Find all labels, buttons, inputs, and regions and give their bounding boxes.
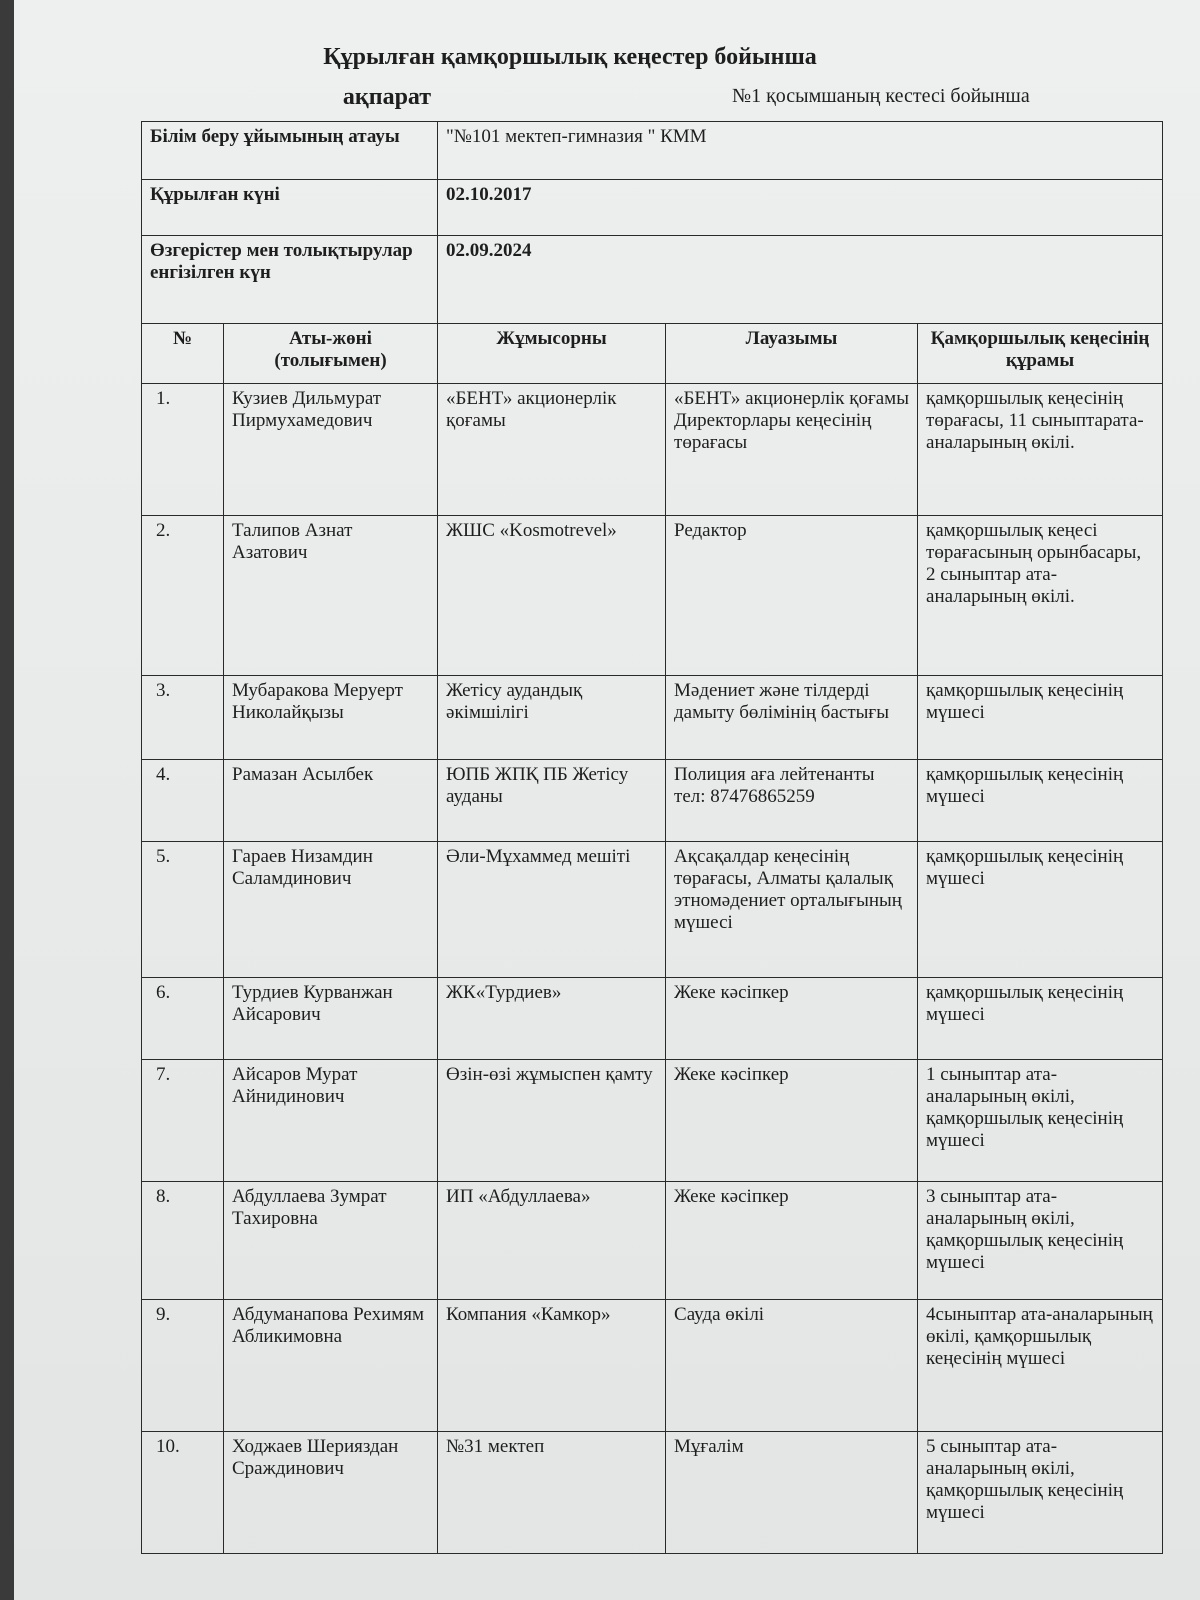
table-row [142,1300,1163,1432]
header-council-role: Қамқоршылық кеңесінің құрамы [918,324,1163,384]
row-workplace: Компания «Камкор» [438,1300,666,1432]
info-label: Өзгерістер мен толықтырулар енгізілген күн [142,236,438,324]
row-position: «БЕНТ» акционерлік қоғамы Директорлары кеңесінің төрағасы [666,384,918,516]
row-council-role: қамқоршылық кеңесінің мүшесі [918,760,1163,842]
row-position: Мұғалім [666,1432,918,1554]
row-name: Турдиев Курванжан Айсарович [224,978,438,1060]
info-row-changes-date [142,236,1163,324]
row-name: Абдуллаева Зумрат Тахировна [224,1182,438,1300]
row-name: Абдуманапова Рехимям Абликимовна [224,1300,438,1432]
table-row [142,1432,1163,1554]
info-row-created-date [142,180,1163,236]
row-number: 6. [142,978,224,1060]
document-page [14,0,1200,1600]
row-position: Мәдениет және тілдерді дамыту бөлімінің бастығы [666,676,918,760]
row-position: Жеке кәсіпкер [666,978,918,1060]
row-name: Айсаров Мурат Айнидинович [224,1060,438,1182]
row-number: 4. [142,760,224,842]
council-table [141,121,1163,1554]
header-position: Лауазымы [666,324,918,384]
row-number: 1. [142,384,224,516]
table-row [142,516,1163,676]
row-council-role: қамқоршылық кеңесінің төрағасы, 11 сыныптарата-аналарының өкілі. [918,384,1163,516]
table-row [142,1060,1163,1182]
row-name: Мубаракова Меруерт Николайқызы [224,676,438,760]
info-value: 02.10.2017 [438,180,1163,236]
row-council-role: 4сыныптар ата-аналарының өкілі, қамқоршылық кеңесінің мүшесі [918,1300,1163,1432]
table-row [142,978,1163,1060]
table-row [142,384,1163,516]
row-workplace: ЖШС «Kosmotrevel» [438,516,666,676]
row-council-role: 3 сыныптар ата-аналарының өкілі, қамқоршылық кеңесінің мүшесі [918,1182,1163,1300]
row-council-role: қамқоршылық кеңесінің мүшесі [918,978,1163,1060]
info-label: Білім беру ұйымының атауы [142,122,438,180]
row-number: 10. [142,1432,224,1554]
header-number: № [142,324,224,384]
row-position: Ақсақалдар кеңесінің төрағасы, Алматы қалалық этномәдениет орталығының мүшесі [666,842,918,978]
row-name: Кузиев Дильмурат Пирмухамедович [224,384,438,516]
row-council-role: қамқоршылық кеңесінің мүшесі [918,842,1163,978]
row-council-role: 5 сыныптар ата-аналарының өкілі, қамқоршылық кеңесінің мүшесі [918,1432,1163,1554]
row-number: 3. [142,676,224,760]
info-row-org-name [142,122,1163,180]
row-number: 7. [142,1060,224,1182]
table-row [142,760,1163,842]
table-row [142,842,1163,978]
row-workplace: Өзін-өзі жұмыспен қамту [438,1060,666,1182]
row-name: Гараев Низамдин Саламдинович [224,842,438,978]
row-workplace: «БЕНТ» акционерлік қоғамы [438,384,666,516]
row-workplace: ИП «Абдуллаева» [438,1182,666,1300]
row-position: Жеке кәсіпкер [666,1182,918,1300]
appendix-note: №1 қосымшаның кестесі бойынша [732,85,1030,107]
document-title-line1: Құрылған қамқоршылық кеңестер бойынша [323,44,817,70]
info-value: 02.09.2024 [438,236,1163,324]
row-position: Редактор [666,516,918,676]
row-position: Сауда өкілі [666,1300,918,1432]
row-name: Талипов Азнат Азатович [224,516,438,676]
row-position: Жеке кәсіпкер [666,1060,918,1182]
row-number: 9. [142,1300,224,1432]
row-council-role: 1 сыныптар ата-аналарының өкілі, қамқоршылық кеңесінің мүшесі [918,1060,1163,1182]
row-number: 5. [142,842,224,978]
info-label: Құрылған күні [142,180,438,236]
table-row [142,676,1163,760]
info-value: "№101 мектеп-гимназия " КММ [438,122,1163,180]
row-name: Ходжаев Шерияздан Сраждинович [224,1432,438,1554]
document-title-line2: ақпарат [342,84,432,110]
row-number: 8. [142,1182,224,1300]
row-workplace: Жетісу аудандық әкімшілігі [438,676,666,760]
row-council-role: қамқоршылық кеңесі төрағасының орынбасары, 2 сыныптар ата-аналарының өкілі. [918,516,1163,676]
row-workplace: №31 мектеп [438,1432,666,1554]
row-number: 2. [142,516,224,676]
row-workplace: ЮПБ ЖПҚ ПБ Жетісу ауданы [438,760,666,842]
row-council-role: қамқоршылық кеңесінің мүшесі [918,676,1163,760]
row-name: Рамазан Асылбек [224,760,438,842]
header-workplace: Жұмысорны [438,324,666,384]
row-position: Полиция аға лейтенанты тел: 87476865259 [666,760,918,842]
table-header-row [142,324,1163,384]
header-name: Аты-жөні (толығымен) [224,324,438,384]
row-workplace: ЖК«Турдиев» [438,978,666,1060]
table-row [142,1182,1163,1300]
row-workplace: Әли-Мұхаммед мешіті [438,842,666,978]
